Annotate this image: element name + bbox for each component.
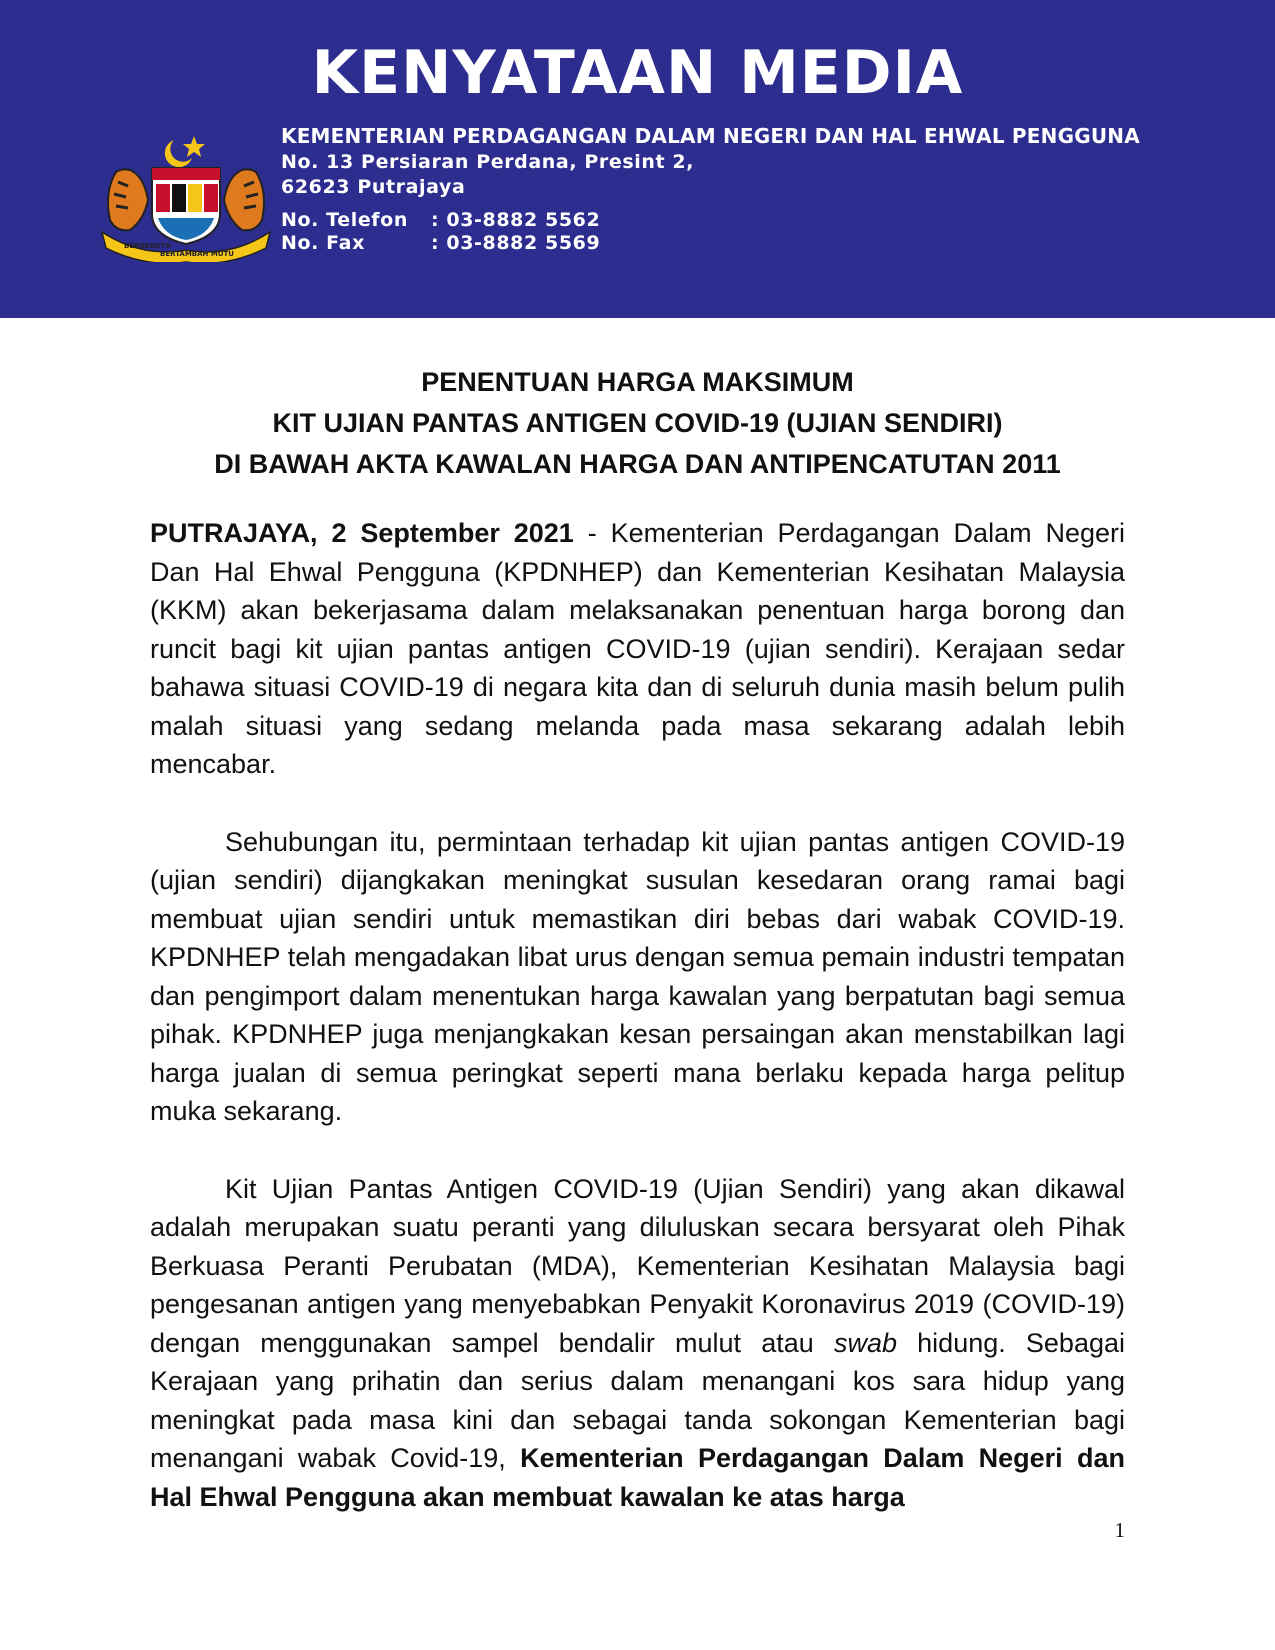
fax-row bbox=[281, 232, 1140, 254]
crest-motto-right: BERTAMBAH MUTU bbox=[160, 250, 234, 258]
paragraph-1-text: - Kementerian Perdagangan Dalam Negeri Dan Hal Ehwal Pengguna (KPDNHEP) dan Kementerian Kesihatan Malaysia (KKM) akan bekerjasama dalam melaksanakan penentuan harga borong dan runcit bagi kit ujian pantas antigen COVID-19 (ujian sendiri). Kerajaan sedar bahawa situasi COVID-19 di negara kita dan di seluruh dunia masih belum pulih malah situasi yang sedang melanda pada masa sekarang adalah lebih mencabar. bbox=[150, 518, 1125, 779]
malaysia-coat-of-arms-icon bbox=[96, 132, 276, 262]
address-line-1: No. 13 Persiaran Perdana, Presint 2, bbox=[281, 151, 695, 173]
banner-title: KENYATAAN MEDIA bbox=[311, 38, 964, 108]
phone-row bbox=[281, 209, 1140, 231]
paragraph-3-text-a: Kit Ujian Pantas Antigen COVID-19 (Ujian Sendiri) yang akan dikawal adalah merupakan suatu peranti yang diluluskan secara bersyarat oleh Pihak Berkuasa Peranti Perubatan (MDA), Kementerian Kesihatan Malaysia bagi pengesanan antigen yang menyebabkan Penyakit Koronavirus 2019 (COVID-19) dengan menggunakan sampel bendalir mulut atau bbox=[150, 1173, 1125, 1358]
paragraph-2 bbox=[150, 823, 1125, 1131]
body-text bbox=[150, 514, 1125, 1555]
paragraph-3-bold: Kementerian Perdagangan Dalam Negeri dan Hal Ehwal Pengguna akan membuat kawalan ke atas harga bbox=[150, 1443, 1125, 1512]
ministry-info bbox=[281, 124, 1140, 254]
dateline: PUTRAJAYA, 2 September 2021 bbox=[150, 518, 574, 548]
headline-line-2: KIT UJIAN PANTAS ANTIGEN COVID-19 (UJIAN SENDIRI) bbox=[272, 408, 1003, 438]
paragraph-3-text-b: hidung. Sebagai Kerajaan yang prihatin dan serius dalam menangani kos sara hidup yang meningkat pada masa kini dan sebagai tanda sokongan Kementerian bagi menangani wabak Covid-19, bbox=[150, 1327, 1125, 1473]
phone-value: : 03-8882 5562 bbox=[431, 209, 601, 231]
paragraph-3 bbox=[150, 1170, 1125, 1517]
crest-motto-left: BERSEKUTU bbox=[124, 242, 171, 250]
phone-label: No. Telefon bbox=[281, 209, 408, 231]
paragraph-1 bbox=[150, 514, 1125, 784]
fax-value: : 03-8882 5569 bbox=[431, 232, 601, 254]
header-banner bbox=[0, 0, 1275, 318]
paragraph-2-text: Sehubungan itu, permintaan terhadap kit ujian pantas antigen COVID-19 (ujian sendiri) dijangkakan meningkat susulan kesedaran orang ramai bagi membuat ujian sendiri untuk memastikan diri bebas dari wabak COVID-19. KPDNHEP telah mengadakan libat urus dengan semua pemain industri tempatan dan pengimport dalam menentukan harga kawalan yang berpatutan bagi semua pihak. KPDNHEP juga menjangkakan kesan persaingan akan menstabilkan lagi harga jualan di semua peringkat seperti mana berlaku kepada harga pelitup muka sekarang. bbox=[150, 826, 1125, 1126]
paragraph-3-italic: swab bbox=[833, 1327, 897, 1358]
document-headline bbox=[0, 362, 1275, 485]
page-number: 1 bbox=[1114, 1518, 1125, 1542]
headline-line-3: DI BAWAH AKTA KAWALAN HARGA DAN ANTIPENCATUTAN 2011 bbox=[214, 449, 1061, 479]
headline-line-1: PENENTUAN HARGA MAKSIMUM bbox=[421, 367, 854, 397]
address-line-2: 62623 Putrajaya bbox=[281, 176, 466, 198]
fax-label: No. Fax bbox=[281, 232, 365, 254]
ministry-name: KEMENTERIAN PERDAGANGAN DALAM NEGERI DAN HAL EHWAL PENGGUNA bbox=[281, 124, 1140, 148]
